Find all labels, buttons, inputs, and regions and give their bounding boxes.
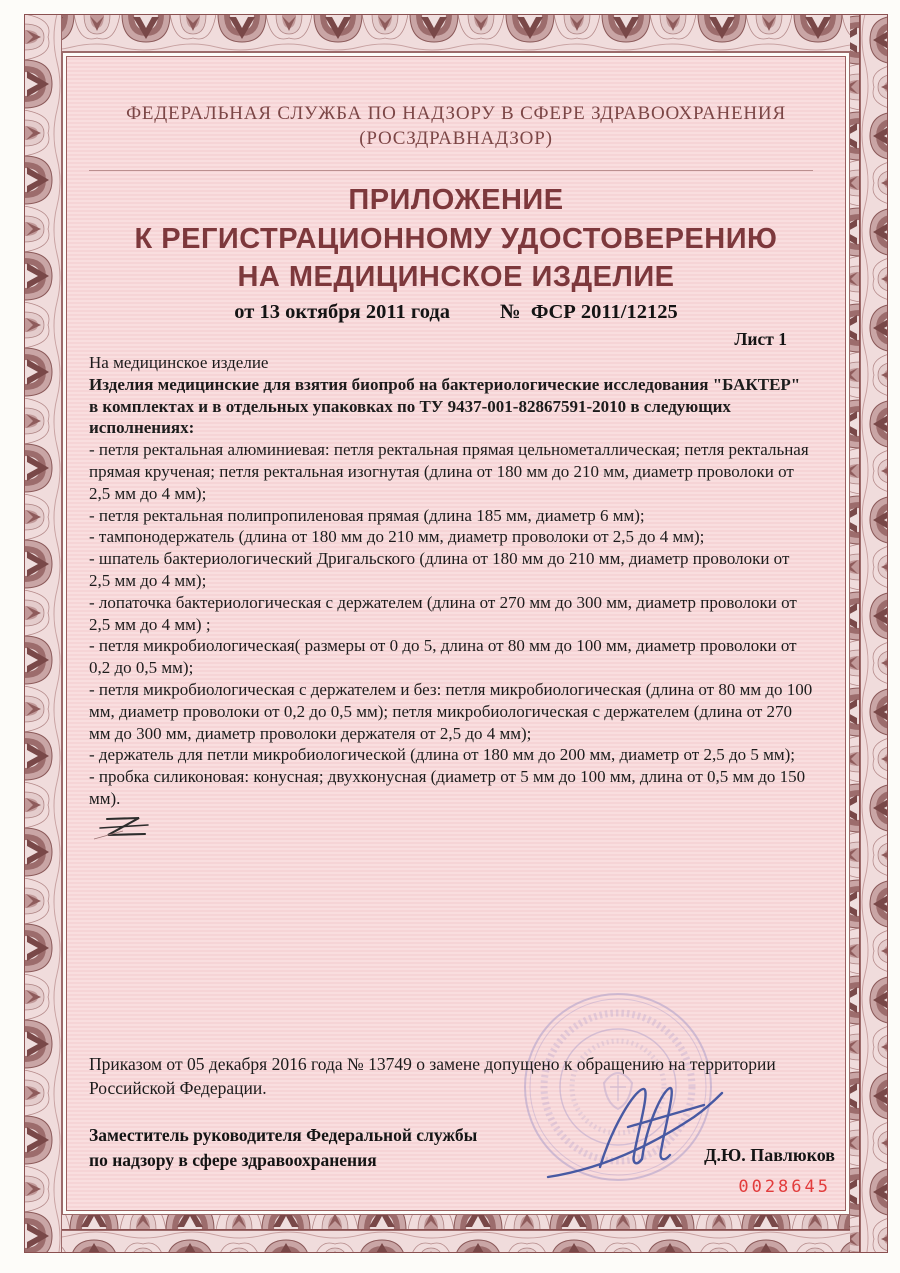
list-item: - лопаточка бактериологическая с держателем (длина от 270 мм до 300 мм, диаметр проволоки от 2,5 мм до 4 мм) ; (89, 592, 797, 634)
list-item: - петля ректальная алюминиевая: петля ректальная прямая цельнометаллическая; петля ректальная прямая крученая; петля ректальная изогнутая (длина от 180 мм до 210 мм, диаметр проволоки от 2,5 мм до 4 мм); (89, 440, 809, 503)
signer-title-line: по надзору в сфере здравоохранения (89, 1149, 377, 1170)
document-title-line: К РЕГИСТРАЦИОННОМУ УДОСТОВЕРЕНИЮ (134, 222, 778, 255)
sheet-number: Лист 1 (734, 329, 787, 349)
intro-line: На медицинское изделие (89, 353, 269, 372)
list-item: - пробка силиконовая: конусная; двухконусная (диаметр от 5 мм до 100 мм, длина от 0,5 мм до 150 мм). (89, 767, 806, 808)
document-title (67, 181, 845, 297)
date-and-number-row (67, 301, 845, 324)
document-title-line: НА МЕДИЦИНСКОЕ ИЗДЕЛИЕ (237, 261, 675, 293)
issue-date: от 13 октября 2011 года (234, 301, 450, 323)
issuing-agency-header (67, 101, 845, 151)
list-item: - петля микробиологическая( размеры от 0 до 5, длина от 80 мм до 100 мм, диаметр проволоки от 0,2 до 0,5 мм); (89, 636, 797, 678)
registration-number: № ФСР 2011/12125 (499, 301, 678, 323)
list-item: - петля ректальная полипропиленовая прямая (длина 185 мм, диаметр 6 мм); (89, 505, 645, 525)
end-of-text-mark (93, 813, 183, 841)
certificate-page (24, 14, 888, 1253)
replacement-order-note: Приказом от 05 декабря 2016 года № 13749 о замене допущено к обращению на территории Российской Федерации. (89, 1054, 776, 1098)
list-item: - шпатель бактериологический Дригальского (длина от 180 мм до 210 мм, диаметр проволоки от 2,5 мм до 4 мм); (89, 549, 790, 590)
list-item: - держатель для петли микробиологической (длина от 180 мм до 200 мм, диаметр от 2,5 до 5 мм); (89, 745, 796, 765)
signer-name: Д.Ю. Павлюков (704, 1145, 835, 1165)
list-item: - тампонодержатель (длина от 180 мм до 210 мм, диаметр проволоки от 2,5 до 4 мм); (89, 527, 705, 547)
list-item: - петля микробиологическая с держателем и без: петля микробиологическая (длина от 80 мм до 100 мм, диаметр проволоки от 0,2 до 0,5 мм); петля микробиологическая с держателем (длина от 270 мм до 300 мм, диаметр проволоки держателя от 2,5 до 4 мм); (89, 679, 813, 743)
signer-title-line: Заместитель руководителя Федеральной службы (89, 1125, 478, 1145)
document-title-line: ПРИЛОЖЕНИЕ (348, 184, 564, 216)
form-serial-number: 0028645 (738, 1177, 831, 1197)
device-name-paragraph: Изделия медицинские для взятия биопроб на бактериологические исследования "БАКТЕР" в комплектах и в отдельных упаковках по ТУ 9437-001-82867591-2010 в следующих исполнениях: (89, 374, 801, 438)
header-divider (89, 170, 813, 171)
device-description (89, 352, 813, 841)
document-content-area (66, 56, 846, 1211)
agency-short-name: (РОСЗДРАВНАДЗОР) (359, 128, 553, 149)
agency-name: ФЕДЕРАЛЬНАЯ СЛУЖБА ПО НАДЗОРУ В СФЕРЕ ЗДРАВООХРАНЕНИЯ (126, 103, 786, 124)
signer-title (89, 1123, 477, 1172)
